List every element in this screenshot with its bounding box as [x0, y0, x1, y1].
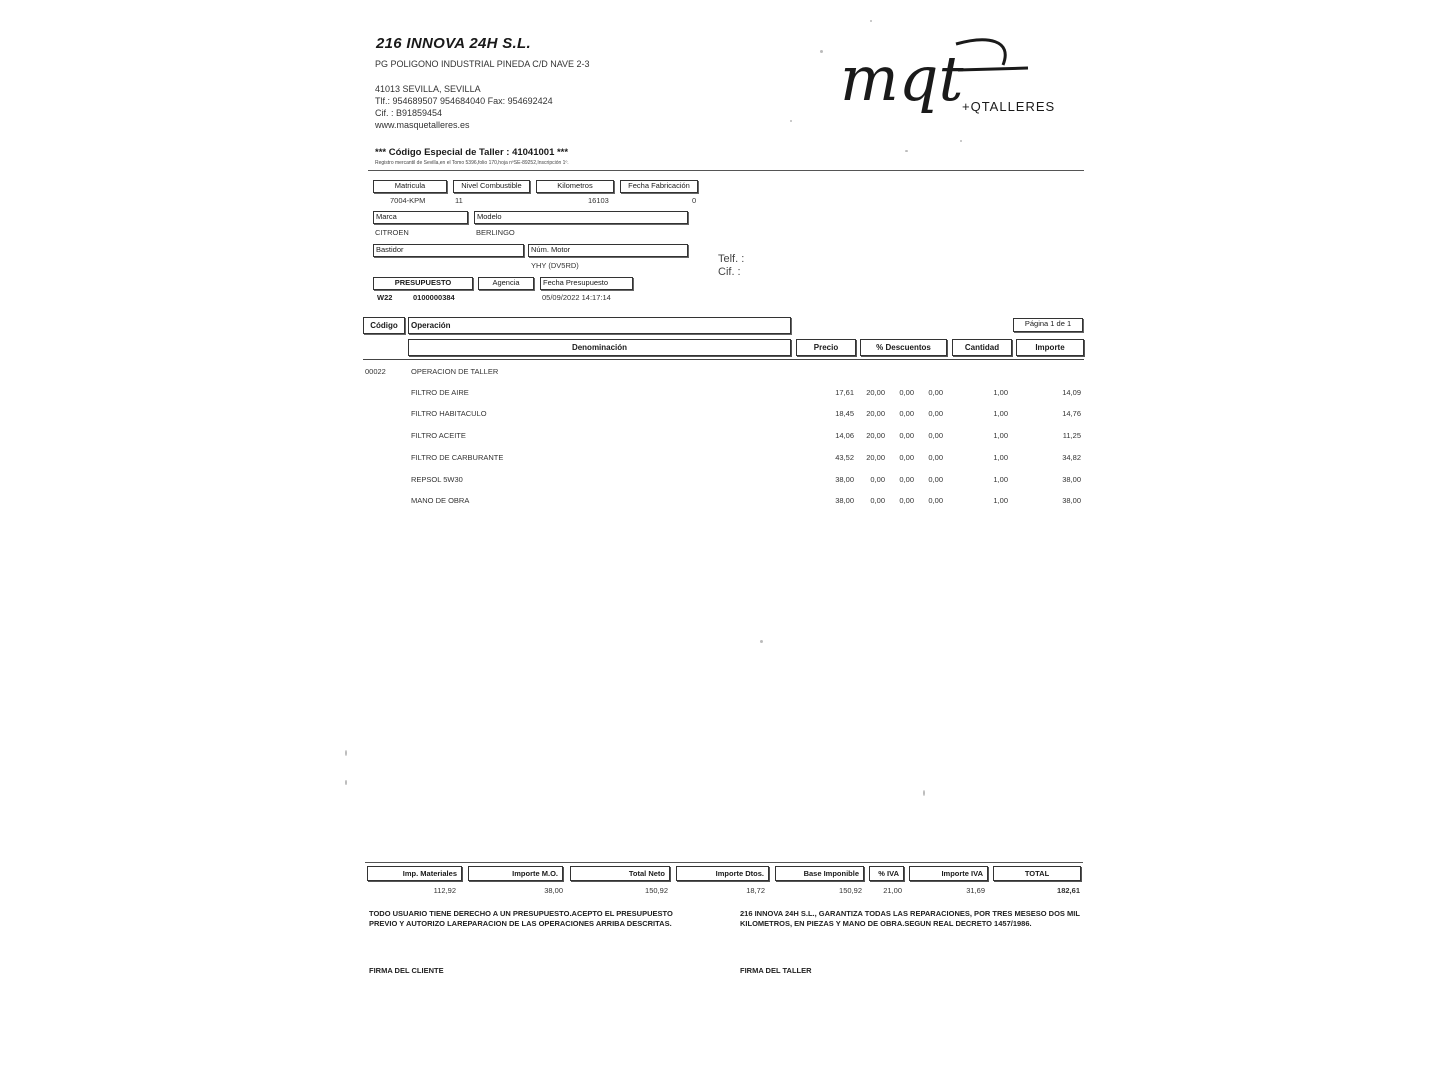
firma-taller: FIRMA DEL TALLER	[740, 966, 812, 975]
row-precio: 14,06	[835, 431, 854, 440]
importe-dtos-value: 18,72	[746, 886, 765, 895]
company-phones: Tlf.: 954689507 954684040 Fax: 954692424	[375, 96, 553, 106]
row-desc: REPSOL 5W30	[411, 475, 463, 484]
operacion-header: Operación	[408, 317, 791, 334]
company-address-2: 41013 SEVILLA, SEVILLA	[375, 84, 481, 94]
row-dto1: 20,00	[866, 431, 885, 440]
descuentos-header: % Descuentos	[860, 339, 947, 356]
iva-percent-header: % IVA	[869, 866, 904, 881]
company-web: www.masquetalleres.es	[375, 120, 470, 130]
importe-iva-value: 31,69	[966, 886, 985, 895]
scan-speck	[345, 780, 347, 785]
importe-mo-header: Importe M.O.	[468, 866, 563, 881]
cantidad-header: Cantidad	[952, 339, 1012, 356]
row-desc: FILTRO DE AIRE	[411, 388, 469, 397]
base-imponible-value: 150,92	[839, 886, 862, 895]
num-motor-value: YHY (DV5RD)	[531, 261, 579, 270]
agencia-label: Agencia	[478, 277, 534, 290]
row-dto1: 20,00	[866, 409, 885, 418]
totals-divider	[365, 862, 1083, 863]
total-neto-value: 150,92	[645, 886, 668, 895]
row-importe: 14,76	[1062, 409, 1081, 418]
total-neto-header: Total Neto	[570, 866, 670, 881]
row-cantidad: 1,00	[993, 453, 1008, 462]
row-desc: FILTRO DE CARBURANTE	[411, 453, 504, 462]
page-indicator: Página 1 de 1	[1013, 318, 1083, 332]
row-dto2: 0,00	[899, 496, 914, 505]
row-dto1: 0,00	[870, 475, 885, 484]
company-name: 216 INNOVA 24H S.L.	[376, 35, 531, 52]
row-dto2: 0,00	[899, 409, 914, 418]
importe-dtos-header: Importe Dtos.	[676, 866, 769, 881]
header-divider	[368, 170, 1084, 171]
row-dto1: 20,00	[866, 453, 885, 462]
scan-speck	[760, 640, 763, 643]
importe-mo-value: 38,00	[544, 886, 563, 895]
presupuesto-serie: W22	[377, 293, 393, 302]
mercantile-registry: Registro mercantil de Sevilla,en el Tomo 5396,folio 170,hoja nºSE-89252,Inscripción 1º.	[375, 160, 569, 166]
num-motor-label: Núm. Motor	[528, 244, 688, 257]
row-dto3: 0,00	[928, 388, 943, 397]
scan-speck	[345, 750, 347, 756]
logo-text: mqt	[840, 42, 964, 115]
row-dto3: 0,00	[928, 431, 943, 440]
matricula-value: 7004-KPM	[390, 196, 426, 205]
fecha-fabricacion-value: 0	[692, 196, 697, 205]
row-importe: 38,00	[1062, 496, 1081, 505]
imp-materiales-value: 112,92	[433, 886, 456, 895]
row-dto1: 20,00	[866, 388, 885, 397]
modelo-label: Modelo	[474, 211, 688, 224]
scan-speck	[923, 790, 925, 796]
codigo-header: Código	[363, 317, 405, 334]
row-cantidad: 1,00	[993, 409, 1008, 418]
company-address-1: PG POLIGONO INDUSTRIAL PINEDA C/D NAVE 2-3	[375, 59, 590, 69]
row-dto3: 0,00	[928, 409, 943, 418]
nivel-combustible-value: 11	[455, 196, 463, 205]
mqt-logo	[838, 30, 1058, 140]
legal-client-text: TODO USUARIO TIENE DERECHO A UN PRESUPUESTO.ACEPTO EL PRESUPUESTO PREVIO Y AUTORIZO LAREPARACION DE LAS OPERACIONES ARRIBA DESCRITAS.	[369, 909, 673, 928]
scan-speck	[905, 150, 908, 152]
imp-materiales-header: Imp. Materiales	[367, 866, 462, 881]
presupuesto-label: PRESUPUESTO	[373, 277, 473, 290]
row-precio: 17,61	[835, 388, 854, 397]
marca-value: CITROEN	[375, 228, 409, 237]
nivel-combustible-label: Nivel Combustible	[453, 180, 530, 193]
row-cantidad: 1,00	[993, 496, 1008, 505]
scan-speck	[820, 50, 823, 53]
importe-header: Importe	[1016, 339, 1084, 356]
modelo-value: BERLINGO	[476, 228, 515, 237]
table-header-divider	[363, 359, 1084, 360]
row-dto3: 0,00	[928, 475, 943, 484]
total-value: 182,61	[1057, 886, 1080, 895]
scan-speck	[870, 20, 872, 22]
row-desc: FILTRO HABITACULO	[411, 409, 487, 418]
row-dto2: 0,00	[899, 431, 914, 440]
operation-name: OPERACION DE TALLER	[411, 367, 499, 376]
logo-subtext: +QTALLERES	[962, 99, 1056, 114]
marca-label: Marca	[373, 211, 468, 224]
row-desc: FILTRO ACEITE	[411, 431, 466, 440]
importe-iva-header: Importe IVA	[909, 866, 988, 881]
presupuesto-numero: 0100000384	[413, 293, 455, 302]
row-dto2: 0,00	[899, 453, 914, 462]
row-precio: 18,45	[835, 409, 854, 418]
company-cif: Cif. : B91859454	[375, 108, 443, 118]
iva-percent-value: 21,00	[883, 886, 902, 895]
row-dto2: 0,00	[899, 475, 914, 484]
workshop-code: *** Código Especial de Taller : 41041001 ***	[375, 147, 569, 158]
base-imponible-header: Base Imponible	[775, 866, 864, 881]
legal-warranty-text: 216 INNOVA 24H S.L., GARANTIZA TODAS LAS REPARACIONES, POR TRES MESESO DOS MIL KILOMETROS, EN PIEZAS Y MANO DE OBRA.SEGUN REAL DECRETO 1457/1986.	[740, 909, 1080, 928]
scan-speck	[960, 140, 962, 142]
denominacion-header: Denominación	[408, 339, 791, 356]
row-precio: 43,52	[835, 453, 854, 462]
row-cantidad: 1,00	[993, 431, 1008, 440]
fecha-presupuesto-value: 05/09/2022 14:17:14	[542, 293, 611, 302]
row-cantidad: 1,00	[993, 475, 1008, 484]
matricula-label: Matricula	[373, 180, 447, 193]
row-desc: MANO DE OBRA	[411, 496, 470, 505]
fecha-presupuesto-label: Fecha Presupuesto	[540, 277, 633, 290]
kilometros-value: 16103	[588, 196, 609, 205]
row-precio: 38,00	[835, 475, 854, 484]
scan-speck	[790, 120, 792, 122]
client-cif: Cif. :	[718, 266, 741, 278]
row-importe: 14,09	[1062, 388, 1081, 397]
row-dto3: 0,00	[928, 453, 943, 462]
client-telf: Telf. :	[718, 253, 745, 265]
row-dto3: 0,00	[928, 496, 943, 505]
precio-header: Precio	[796, 339, 856, 356]
row-dto2: 0,00	[899, 388, 914, 397]
row-importe: 38,00	[1062, 475, 1081, 484]
row-importe: 11,25	[1062, 431, 1081, 440]
operation-code: 00022	[365, 367, 386, 376]
row-importe: 34,82	[1062, 453, 1081, 462]
row-cantidad: 1,00	[993, 388, 1008, 397]
fecha-fabricacion-label: Fecha Fabricación	[620, 180, 698, 193]
total-header: TOTAL	[993, 866, 1081, 881]
kilometros-label: Kilometros	[536, 180, 614, 193]
firma-cliente: FIRMA DEL CLIENTE	[369, 966, 444, 975]
row-dto1: 0,00	[870, 496, 885, 505]
bastidor-label: Bastidor	[373, 244, 524, 257]
row-precio: 38,00	[835, 496, 854, 505]
